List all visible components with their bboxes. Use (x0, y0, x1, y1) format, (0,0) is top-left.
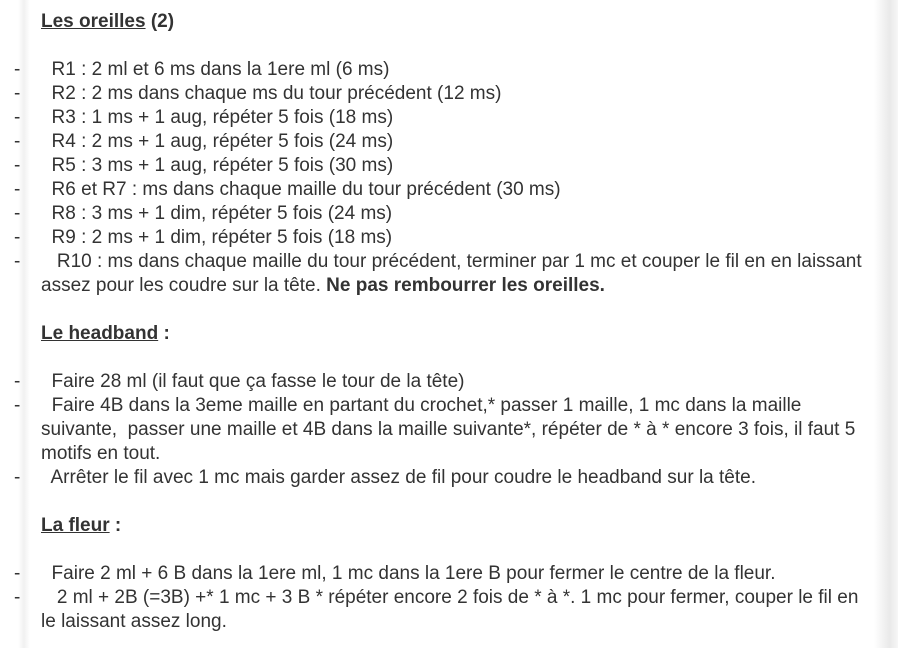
list-item-text-bold: Ne pas rembourrer les oreilles. (326, 275, 605, 296)
list-item-text: R9 : 2 ms + 1 dim, répéter 5 fois (18 ms) (41, 227, 393, 248)
list-item (0, 106, 860, 130)
heading-headband (41, 322, 170, 346)
page-shadow-right (868, 0, 898, 648)
list-item (0, 586, 864, 634)
list-dash: - (14, 395, 21, 416)
list-dash: - (14, 83, 21, 104)
list-dash: - (14, 131, 21, 152)
heading-ears-suffix: (2) (145, 11, 175, 32)
list-item (0, 226, 860, 250)
heading-flower (41, 514, 121, 538)
list-item-text: Faire 4B dans la 3eme maille en partant du crochet,* passer 1 maille, 1 mc dans la maille suivante, passer une maille et 4B dans la maille suivante*, répéter de * à * encore 3 fois, il faut 5 motifs en tout. (41, 395, 861, 464)
list-dash: - (14, 179, 21, 200)
list-item-text: R5 : 3 ms + 1 aug, répéter 5 fois (30 ms) (41, 155, 394, 176)
list-item-text-regular: R10 : ms dans chaque maille du tour précédent, terminer par 1 mc et couper le fil en en laissant assez pour les coudre sur la tête. (41, 251, 867, 296)
list-item-text: R1 : 2 ml et 6 ms dans la 1ere ml (6 ms) (41, 59, 390, 80)
list-item-text: 2 ml + 2B (=3B) +* 1 mc + 3 B * répéter encore 2 fois de * à *. 1 mc pour fermer, couper le fil en le laissant assez long. (41, 587, 864, 632)
list-item-text: Arrêter le fil avec 1 mc mais garder assez de fil pour coudre le headband sur la tête. (41, 467, 756, 488)
list-dash: - (14, 203, 21, 224)
list-item-text: R8 : 3 ms + 1 dim, répéter 5 fois (24 ms) (41, 203, 393, 224)
heading-flower-title: La fleur (41, 515, 110, 536)
list-item (0, 370, 860, 394)
heading-headband-suffix: : (158, 323, 170, 344)
heading-flower-suffix: : (109, 515, 122, 536)
list-item (0, 394, 860, 466)
list-item-text: Faire 2 ml + 6 B dans la 1ere ml, 1 mc dans la 1ere B pour fermer le centre de la fleur. (41, 563, 776, 584)
list-dash: - (14, 371, 21, 392)
heading-headband-title: Le headband (41, 323, 159, 344)
list-item-text: R3 : 1 ms + 1 aug, répéter 5 fois (18 ms) (41, 107, 394, 128)
list-item-text: R2 : 2 ms dans chaque ms du tour précédent (12 ms) (41, 83, 502, 104)
list-dash: - (14, 563, 21, 584)
list-dash: - (14, 587, 21, 608)
list-dash: - (14, 107, 21, 128)
list-item-text: R4 : 2 ms + 1 aug, répéter 5 fois (24 ms) (41, 131, 394, 152)
list-dash: - (14, 467, 21, 488)
list-item (0, 202, 860, 226)
list-dash: - (14, 59, 21, 80)
list-item (0, 466, 860, 490)
heading-ears (41, 10, 174, 34)
list-item-text (41, 250, 867, 298)
heading-ears-title: Les oreilles (41, 11, 146, 32)
list-dash: - (14, 251, 21, 272)
list-item (0, 58, 860, 82)
list-item (0, 250, 867, 298)
list-item (0, 154, 860, 178)
list-dash: - (14, 155, 21, 176)
list-dash: - (14, 227, 21, 248)
list-item (0, 562, 860, 586)
list-item-text: R6 et R7 : ms dans chaque maille du tour précédent (30 ms) (41, 179, 561, 200)
list-item (0, 130, 860, 154)
list-item (0, 178, 860, 202)
list-item-text: Faire 28 ml (il faut que ça fasse le tour de la tête) (41, 371, 465, 392)
list-item (0, 82, 860, 106)
